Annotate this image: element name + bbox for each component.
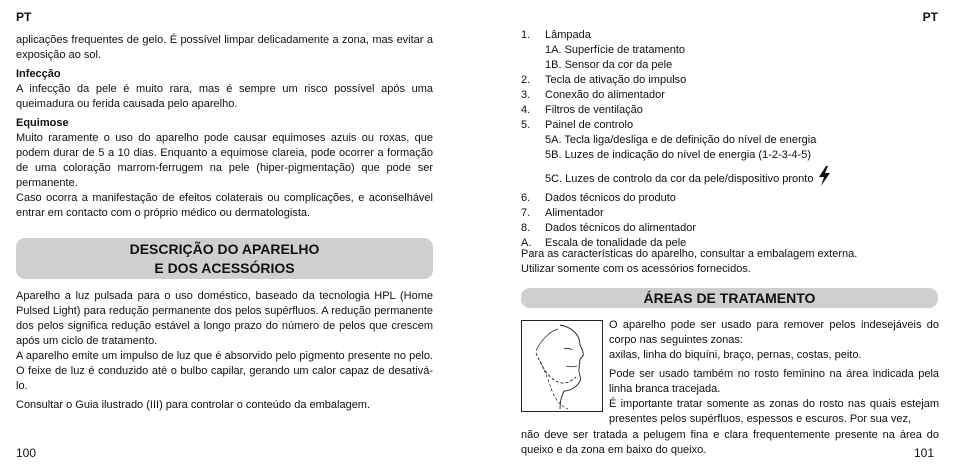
infeccao-paragraph: A infecção da pele é muito rara, mas é sempre um risco possível após uma queimadura ou ferida causada pelo aparelho. bbox=[16, 83, 433, 110]
list-item: 2. Tecla de ativação do impulso bbox=[521, 74, 687, 86]
complicacoes-paragraph: Caso ocorra a manifestação de efeitos colaterais ou complicações, e aconselhável entrar em contacto com o próprio médico ou dermatologista. bbox=[16, 192, 433, 219]
face-illustration bbox=[521, 320, 603, 412]
left-text-bottom bbox=[16, 289, 433, 413]
areas-paragraph-4: É importante tratar somente as zonas do rosto nas quais estejam presentes pelos supérfluos, espessos e escuros. Por sua vez, bbox=[609, 398, 939, 425]
language-label: PT bbox=[922, 10, 938, 24]
notes-block bbox=[521, 247, 941, 277]
lightning-bolt-icon bbox=[817, 166, 831, 191]
page-number: 100 bbox=[16, 446, 37, 460]
section-title-descricao bbox=[16, 238, 433, 279]
areas-paragraph-1: O aparelho pode ser usado para remover pelos indesejáveis do corpo nas seguintes zonas: bbox=[609, 319, 939, 346]
list-item: 5B. Luzes de indicação do nível de energia (1-2-3-4-5) bbox=[545, 149, 811, 161]
areas-paragraph-5: não deve ser tratada a pelugem fina e clara frequentemente presente na área do queixo e da zona em baixo do queixo. bbox=[521, 429, 939, 456]
section-title-line1: DESCRIÇÃO DO APARELHO bbox=[129, 241, 320, 257]
list-item: 4. Filtros de ventilação bbox=[521, 104, 643, 116]
page-number: 101 bbox=[914, 446, 935, 460]
section-title-areas: ÁREAS DE TRATAMENTO bbox=[521, 288, 938, 308]
description-paragraph-3: Consultar o Guia ilustrado (III) para controlar o conteúdo da embalagem. bbox=[16, 399, 371, 411]
list-item: 7. Alimentador bbox=[521, 207, 604, 219]
list-item: 1A. Superfície de tratamento bbox=[545, 44, 686, 56]
language-label: PT bbox=[16, 10, 32, 24]
list-item: 5. Painel de controlo bbox=[521, 119, 634, 131]
infeccao-heading: Infecção bbox=[16, 68, 61, 80]
equimose-heading: Equimose bbox=[16, 117, 69, 129]
section-title-line2: E DOS ACESSÓRIOS bbox=[154, 260, 295, 276]
list-item: A. Escala de tonalidade da pele bbox=[521, 237, 687, 249]
list-item: 5A. Tecla liga/desliga e de definição do nível de energia bbox=[545, 134, 817, 146]
areas-paragraph-3: Pode ser usado também no rosto feminino na área indicada pela linha branca tracejada. bbox=[609, 368, 939, 395]
areas-paragraph-2: axilas, linha do biquíni, braço, pernas, costas, peito. bbox=[609, 349, 862, 361]
description-paragraph-2: A aparelho emite um impulso de luz que é absorvido pelo pigmento presente no pelo. O feixe de luz é conduzido até o bulbo capilar, gerando um calor capaz de desativá-lo. bbox=[16, 350, 433, 392]
areas-text-bottom bbox=[521, 428, 939, 458]
list-item: 8. Dados técnicos do alimentador bbox=[521, 222, 697, 234]
equimose-paragraph: Muito raramente o uso do aparelho pode causar equimoses azuis ou roxas, que podem durar de 5 a 10 dias. Enquanto a equimose clareia, pode ocorrer a formação de uma coloração marrom-ferrugem na pele (hiper-pigmentação) que pode ser permanente. bbox=[16, 132, 433, 189]
areas-text-top bbox=[609, 318, 939, 427]
list-item: 6. Dados técnicos do produto bbox=[521, 192, 676, 204]
list-item: 3. Conexão do alimentador bbox=[521, 89, 665, 101]
list-item: 1B. Sensor da cor da pele bbox=[545, 59, 673, 71]
intro-paragraph: aplicações frequentes de gelo. É possível limpar delicadamente a zona, mas evitar a exposição ao sol. bbox=[16, 34, 433, 61]
list-item: 5C. Luzes de controlo da cor da pele/dispositivo pronto bbox=[521, 163, 941, 191]
left-text-top bbox=[16, 33, 433, 221]
note-paragraph-2: Utilizar somente com os acessórios fornecidos. bbox=[521, 263, 751, 275]
description-paragraph-1: Aparelho a luz pulsada para o uso doméstico, baseado da tecnologia HPL (Home Pulsed Light) para redução permanente dos pelos supérfluos. A redução permanente dos pelos significa redução estável a longo prazo do número de pelos que crescem após um ciclo de tratamento. bbox=[16, 290, 433, 347]
components-list bbox=[521, 28, 941, 251]
list-item: 1. Lâmpada bbox=[521, 29, 591, 41]
note-paragraph-1: Para as características do aparelho, consultar a embalagem externa. bbox=[521, 248, 858, 260]
